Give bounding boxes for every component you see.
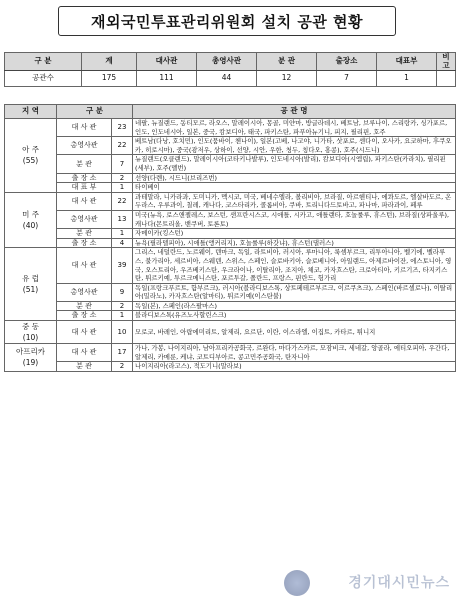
office-count-cell: 22: [112, 137, 133, 155]
office-type-cell: 출 장 소: [57, 173, 112, 183]
office-type-cell: 대 사 관: [57, 192, 112, 210]
office-count-cell: 10: [112, 321, 133, 344]
summary-header-cell: 구 분: [5, 53, 82, 71]
office-type-cell: 대 사 관: [57, 321, 112, 344]
detail-header-row: [5, 105, 456, 119]
detail-header-cell: 지 역: [5, 105, 57, 119]
office-type-cell: 출 장 소: [57, 238, 112, 248]
summary-header-cell: 비 고: [437, 53, 456, 71]
office-list-cell: 과테말라, 니카라과, 도미니카, 멕시코, 미국, 베네수엘라, 볼리비아, 브라질, 아르헨티나, 에콰도르, 엘살바도르, 온두라스, 우루과이, 칠레, 캐나다, 코스타리카, 콜롬비아, 쿠바, 트리니다드토바고, 파나마, 파라과이, 페루: [133, 192, 456, 210]
watermark-logo: [284, 570, 310, 596]
office-list-cell: 모로코, 바레인, 아랍에미리트, 알제리, 요르단, 이란, 이스라엘, 이집트, 카타르, 튀니지: [133, 321, 456, 344]
office-count-cell: 7: [112, 155, 133, 173]
page-title: 재외국민투표관리위원회 설치 공관 현황: [91, 12, 363, 31]
office-list-cell: 네팔, 뉴질랜드, 동티모르, 라오스, 말레이시아, 몽골, 미얀마, 방글라데시, 베트남, 브루나이, 스리랑카, 싱가포르, 인도, 인도네시아, 일본, 중국, 캄보디아, 태국, 파키스탄, 파푸아뉴기니, 피지, 필리핀, 호주: [133, 119, 456, 137]
office-list-cell: 자메이카(킹스턴): [133, 229, 456, 239]
office-list-cell: 블라디보스톡(유즈노사할린스크): [133, 311, 456, 321]
region-cell: [5, 344, 57, 372]
office-list-cell: 타이베이: [133, 183, 456, 193]
region-name: 아 주: [22, 145, 39, 155]
office-type-cell: 총영사관: [57, 283, 112, 301]
office-count-cell: 23: [112, 119, 133, 137]
office-type-cell: 대 사 관: [57, 119, 112, 137]
detail-row: [5, 248, 456, 283]
summary-header-cell: 총영사관: [197, 53, 257, 71]
region-cell: [5, 248, 57, 321]
office-count-cell: 2: [112, 362, 133, 372]
office-type-cell: 총영사관: [57, 137, 112, 155]
office-count-cell: 39: [112, 248, 133, 283]
summary-header-cell: 출장소: [317, 53, 377, 71]
title-box: [58, 6, 396, 36]
detail-row: [5, 210, 456, 228]
detail-row: [5, 362, 456, 372]
detail-row: [5, 311, 456, 321]
office-list-cell: 뉴질랜드(오클랜드), 말레이시아(코타키나발루), 인도네시아(발리), 캄보디아(시엠립), 파키스탄(카라치), 필리핀(세부), 호주(멜번): [133, 155, 456, 173]
region-count: (51): [22, 285, 39, 295]
office-list-cell: 선양(다롄), 시드니(브리즈번): [133, 173, 456, 183]
office-list-cell: 미국(뉴욕, 로스앤젤레스, 보스턴, 샌프란시스코, 시애틀, 시카고, 애틀랜타, 호놀룰루, 휴스턴), 브라질(상파울루), 캐나다(몬트리올, 밴쿠버, 토론토): [133, 210, 456, 228]
office-type-cell: 총영사관: [57, 210, 112, 228]
summary-header-cell: 대사관: [137, 53, 197, 71]
watermark-text: 경기대시민뉴스: [348, 575, 450, 591]
summary-cell: 12: [257, 71, 317, 87]
summary-table: [4, 52, 456, 87]
region-count: (10): [22, 333, 39, 343]
summary-data-row: [5, 71, 456, 87]
office-list-cell: 뉴욕(필라델피아), 시애틀(앵커리지), 호놀룰루(하갓냐), 휴스턴(댈러스): [133, 238, 456, 248]
detail-row: [5, 173, 456, 183]
office-list-cell: 가나, 가봉, 나이지리아, 남아프리카공화국, 르완다, 마다가스카르, 모잠비크, 세네갈, 앙골라, 에티오피아, 우간다, 알제리, 카메룬, 케냐, 코트디부아르, 콩고민주공화국, 탄자니아: [133, 344, 456, 362]
summary-cell: 175: [82, 71, 137, 87]
office-type-cell: 분 관: [57, 155, 112, 173]
detail-row: [5, 137, 456, 155]
detail-row: [5, 238, 456, 248]
summary-cell: 44: [197, 71, 257, 87]
office-count-cell: 2: [112, 301, 133, 311]
summary-cell: 111: [137, 71, 197, 87]
summary-header-cell: 분 관: [257, 53, 317, 71]
office-list-cell: 베트남(다낭, 호치민), 인도(뭄바이, 첸나이), 일본(고베, 나고야, 니가타, 삿포로, 센다이, 오사카, 요코하마, 후쿠오카, 히로시마), 중국(광저우, 상하이, 선양, 시안, 우한, 청두, 칭다오, 홍콩), 호주(시드니): [133, 137, 456, 155]
office-count-cell: 22: [112, 192, 133, 210]
office-list-cell: 나이지리아(라고스), 적도기니(말라보): [133, 362, 456, 372]
region-name: 중 동: [22, 322, 39, 332]
region-cell: [5, 192, 57, 248]
office-type-cell: 분 관: [57, 362, 112, 372]
office-type-cell: 분 관: [57, 229, 112, 239]
region-count: (19): [22, 358, 39, 368]
detail-row: [5, 321, 456, 344]
summary-cell: 7: [317, 71, 377, 87]
detail-row: [5, 119, 456, 137]
detail-row: [5, 183, 456, 193]
office-type-cell: 대 사 관: [57, 248, 112, 283]
summary-cell: 공관수: [5, 71, 82, 87]
office-list-cell: 독일(본), 스페인(라스팔마스): [133, 301, 456, 311]
summary-cell: 1: [377, 71, 437, 87]
region-name: 아프리카: [16, 347, 45, 357]
detail-row: [5, 283, 456, 301]
office-type-cell: 대 표 부: [57, 183, 112, 193]
office-count-cell: 17: [112, 344, 133, 362]
summary-header-cell: 대표부: [377, 53, 437, 71]
office-list-cell: 그리스, 네덜란드, 노르웨이, 덴마크, 독일, 라트비아, 러시아, 루마니아, 룩셈부르크, 리투아니아, 벨기에, 벨라루스, 불가리아, 세르비아, 스웨덴, 스위스, 스페인, 슬로바키아, 슬로베니아, 아일랜드, 아제르바이잔, 에스토니아, 영국, 오스트리아, 우즈베키스탄, 우크라이나, 이탈리아, 조지아, 체코, 카자흐스탄, 크로아티아, 키르기즈, 타지키스탄, 튀르키예, 투르크메니스탄, 포르투갈, 폴란드, 프랑스, 핀란드, 헝가리: [133, 248, 456, 283]
office-type-cell: 대 사 관: [57, 344, 112, 362]
office-count-cell: 13: [112, 210, 133, 228]
detail-row: [5, 301, 456, 311]
region-name: 유 럽: [22, 274, 39, 284]
office-count-cell: 2: [112, 173, 133, 183]
office-count-cell: 1: [112, 183, 133, 193]
region-name: 미 주: [22, 210, 39, 220]
detail-row: [5, 229, 456, 239]
detail-body: [5, 119, 456, 372]
detail-table: [4, 104, 456, 372]
region-cell: [5, 119, 57, 193]
office-type-cell: 분 관: [57, 301, 112, 311]
office-count-cell: 1: [112, 229, 133, 239]
office-list-cell: 독일(프랑크푸르트, 함부르크), 러시아(블라디보스톡, 상트페테르부르크, 이르쿠츠크), 스페인(바르셀로나), 이탈리아(밀라노), 카자흐스탄(알마티), 튀르키예(이스탄불): [133, 283, 456, 301]
detail-header-cell: 구 분: [57, 105, 133, 119]
region-count: (55): [22, 156, 39, 166]
region-count: (40): [22, 221, 39, 231]
detail-header-cell: 공 관 명: [133, 105, 456, 119]
office-type-cell: 출 장 소: [57, 311, 112, 321]
office-count-cell: 1: [112, 311, 133, 321]
summary-header-cell: 계: [82, 53, 137, 71]
summary-header-row: [5, 53, 456, 71]
detail-row: [5, 155, 456, 173]
region-cell: [5, 321, 57, 344]
detail-row: [5, 344, 456, 362]
summary-cell: [437, 71, 456, 87]
office-count-cell: 4: [112, 238, 133, 248]
office-count-cell: 9: [112, 283, 133, 301]
detail-row: [5, 192, 456, 210]
